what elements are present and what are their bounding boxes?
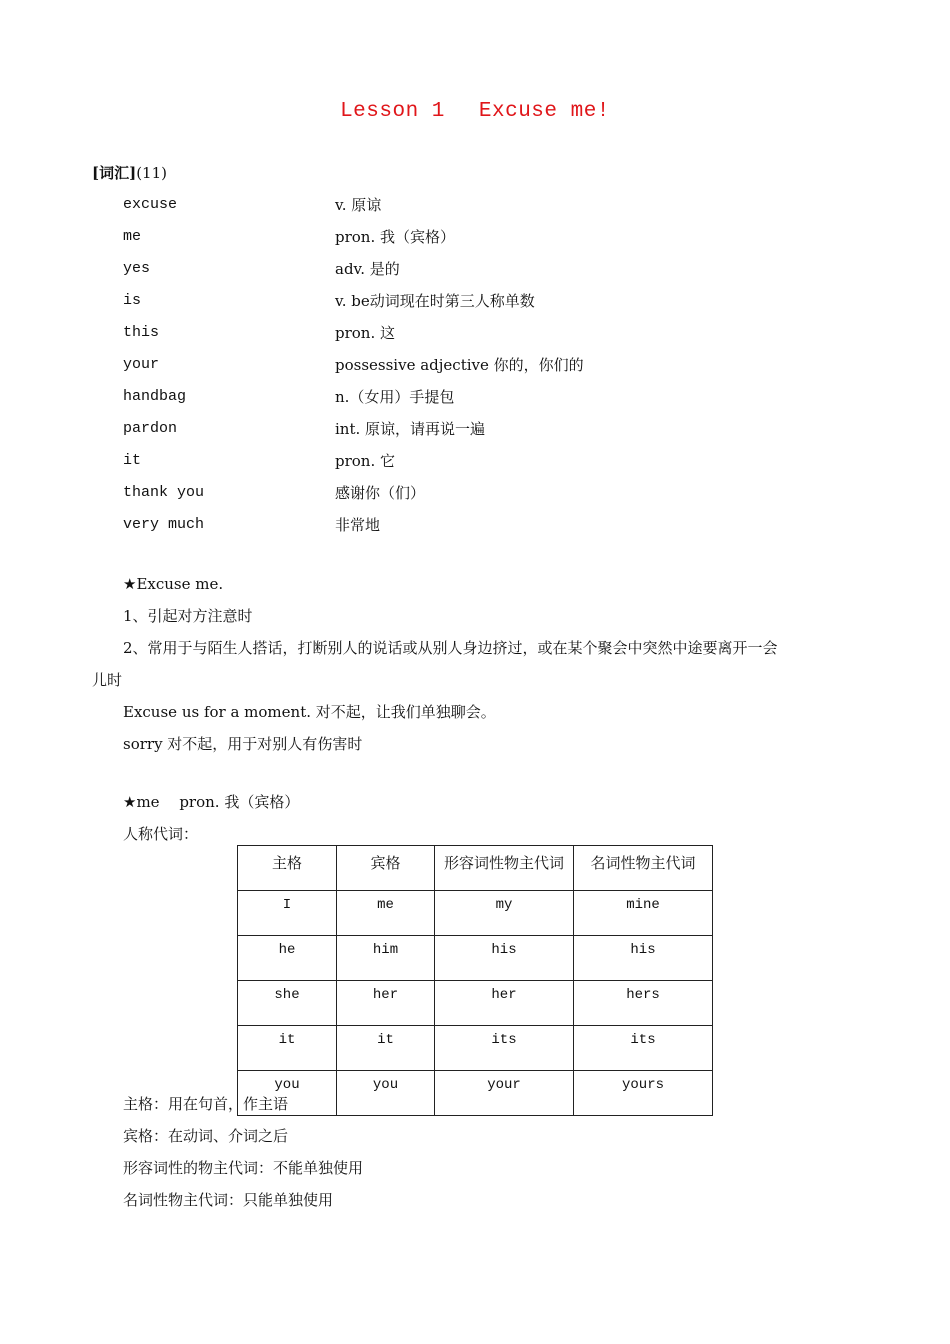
table-cell: you (337, 1071, 435, 1116)
table-cell: his (574, 936, 713, 981)
vocab-item (123, 191, 823, 223)
excuse-note-point-2-cont: 儿时 (92, 671, 123, 689)
vocab-word: me (123, 228, 142, 245)
vocab-list (123, 191, 823, 543)
table-cell: yours (574, 1071, 713, 1116)
vocab-word: very much (123, 516, 205, 533)
table-row (238, 1026, 713, 1071)
table-cell: its (574, 1026, 713, 1071)
vocab-meaning: 感谢你（们） (335, 484, 426, 502)
vocab-meaning: pron. 这 (335, 324, 396, 342)
vocab-word: thank you (123, 484, 205, 501)
vocab-item (123, 223, 823, 255)
excuse-note-point-2: 2、常用于与陌生人搭话，打断别人的说话或从别人身边挤过，或在某个聚会中突然中途要离开一会 (123, 639, 778, 657)
pronoun-table (237, 845, 713, 1116)
vocab-meaning: possessive adjective 你的，你们的 (335, 356, 584, 374)
vocab-meaning: adv. 是的 (335, 260, 400, 278)
me-note-heading: ★me pron. 我（宾格） (123, 793, 300, 811)
vocab-item (123, 383, 823, 415)
table-cell: him (337, 936, 435, 981)
table-header: 主格 (238, 846, 337, 891)
excuse-note-point-1: 1、引起对方注意时 (123, 607, 253, 625)
table-cell: hers (574, 981, 713, 1026)
explanation-objective: 宾格：在动词、介词之后 (123, 1127, 289, 1145)
explanation-nominative: 主格：用在句首，作主语 (123, 1095, 289, 1113)
vocab-word: is (123, 292, 142, 309)
excuse-example: Excuse us for a moment. 对不起，让我们单独聊会。 (123, 703, 496, 721)
vocab-meaning: n.（女用）手提包 (335, 388, 455, 406)
vocab-item (123, 255, 823, 287)
vocab-meaning: pron. 它 (335, 452, 396, 470)
vocab-word: yes (123, 260, 151, 277)
table-row (238, 936, 713, 981)
vocab-item (123, 287, 823, 319)
vocab-word: it (123, 452, 142, 469)
pronoun-subheading: 人称代词： (123, 825, 199, 843)
table-cell: I (238, 891, 337, 936)
vocab-heading (92, 162, 167, 183)
lesson-name: Excuse me! (478, 100, 610, 123)
table-cell: your (435, 1071, 574, 1116)
table-cell: she (238, 981, 337, 1026)
vocab-meaning: pron. 我（宾格） (335, 228, 456, 246)
vocab-word: this (123, 324, 160, 341)
vocab-word: your (123, 356, 160, 373)
table-header: 名词性物主代词 (574, 846, 713, 891)
table-cell: her (337, 981, 435, 1026)
lesson-number: Lesson 1 (340, 100, 445, 123)
table-cell: me (337, 891, 435, 936)
table-cell: it (238, 1026, 337, 1071)
table-cell: her (435, 981, 574, 1026)
vocab-word: excuse (123, 196, 178, 213)
vocab-heading-label: [词汇] (92, 164, 137, 182)
vocab-item (123, 511, 823, 543)
vocab-meaning: v. 原谅 (335, 196, 382, 214)
vocab-item (123, 479, 823, 511)
vocab-item (123, 319, 823, 351)
sorry-note: sorry 对不起，用于对别人有伤害时 (123, 735, 363, 753)
excuse-note-heading: ★Excuse me. (123, 575, 224, 593)
table-cell: it (337, 1026, 435, 1071)
lesson-title (0, 100, 950, 123)
table-row (238, 981, 713, 1026)
table-cell: its (435, 1026, 574, 1071)
vocab-word: handbag (123, 388, 187, 405)
table-cell: his (435, 936, 574, 981)
pronoun-table-body (238, 891, 713, 1116)
table-row (238, 1071, 713, 1116)
table-cell: my (435, 891, 574, 936)
vocab-count: (11) (136, 164, 167, 182)
vocab-meaning: v. be动词现在时第三人称单数 (335, 292, 535, 310)
explanation-adjective-possessive: 形容词性的物主代词：不能单独使用 (123, 1159, 364, 1177)
table-cell: he (238, 936, 337, 981)
table-cell: mine (574, 891, 713, 936)
table-row (238, 891, 713, 936)
vocab-meaning: int. 原谅，请再说一遍 (335, 420, 486, 438)
table-cell: you (238, 1071, 337, 1116)
vocab-item (123, 415, 823, 447)
table-header: 宾格 (337, 846, 435, 891)
vocab-item (123, 351, 823, 383)
pronoun-table-header-row (238, 846, 713, 891)
vocab-meaning: 非常地 (335, 516, 381, 534)
vocab-item (123, 447, 823, 479)
table-header: 形容词性物主代词 (435, 846, 574, 891)
explanation-noun-possessive: 名词性物主代词：只能单独使用 (123, 1191, 334, 1209)
vocab-word: pardon (123, 420, 178, 437)
